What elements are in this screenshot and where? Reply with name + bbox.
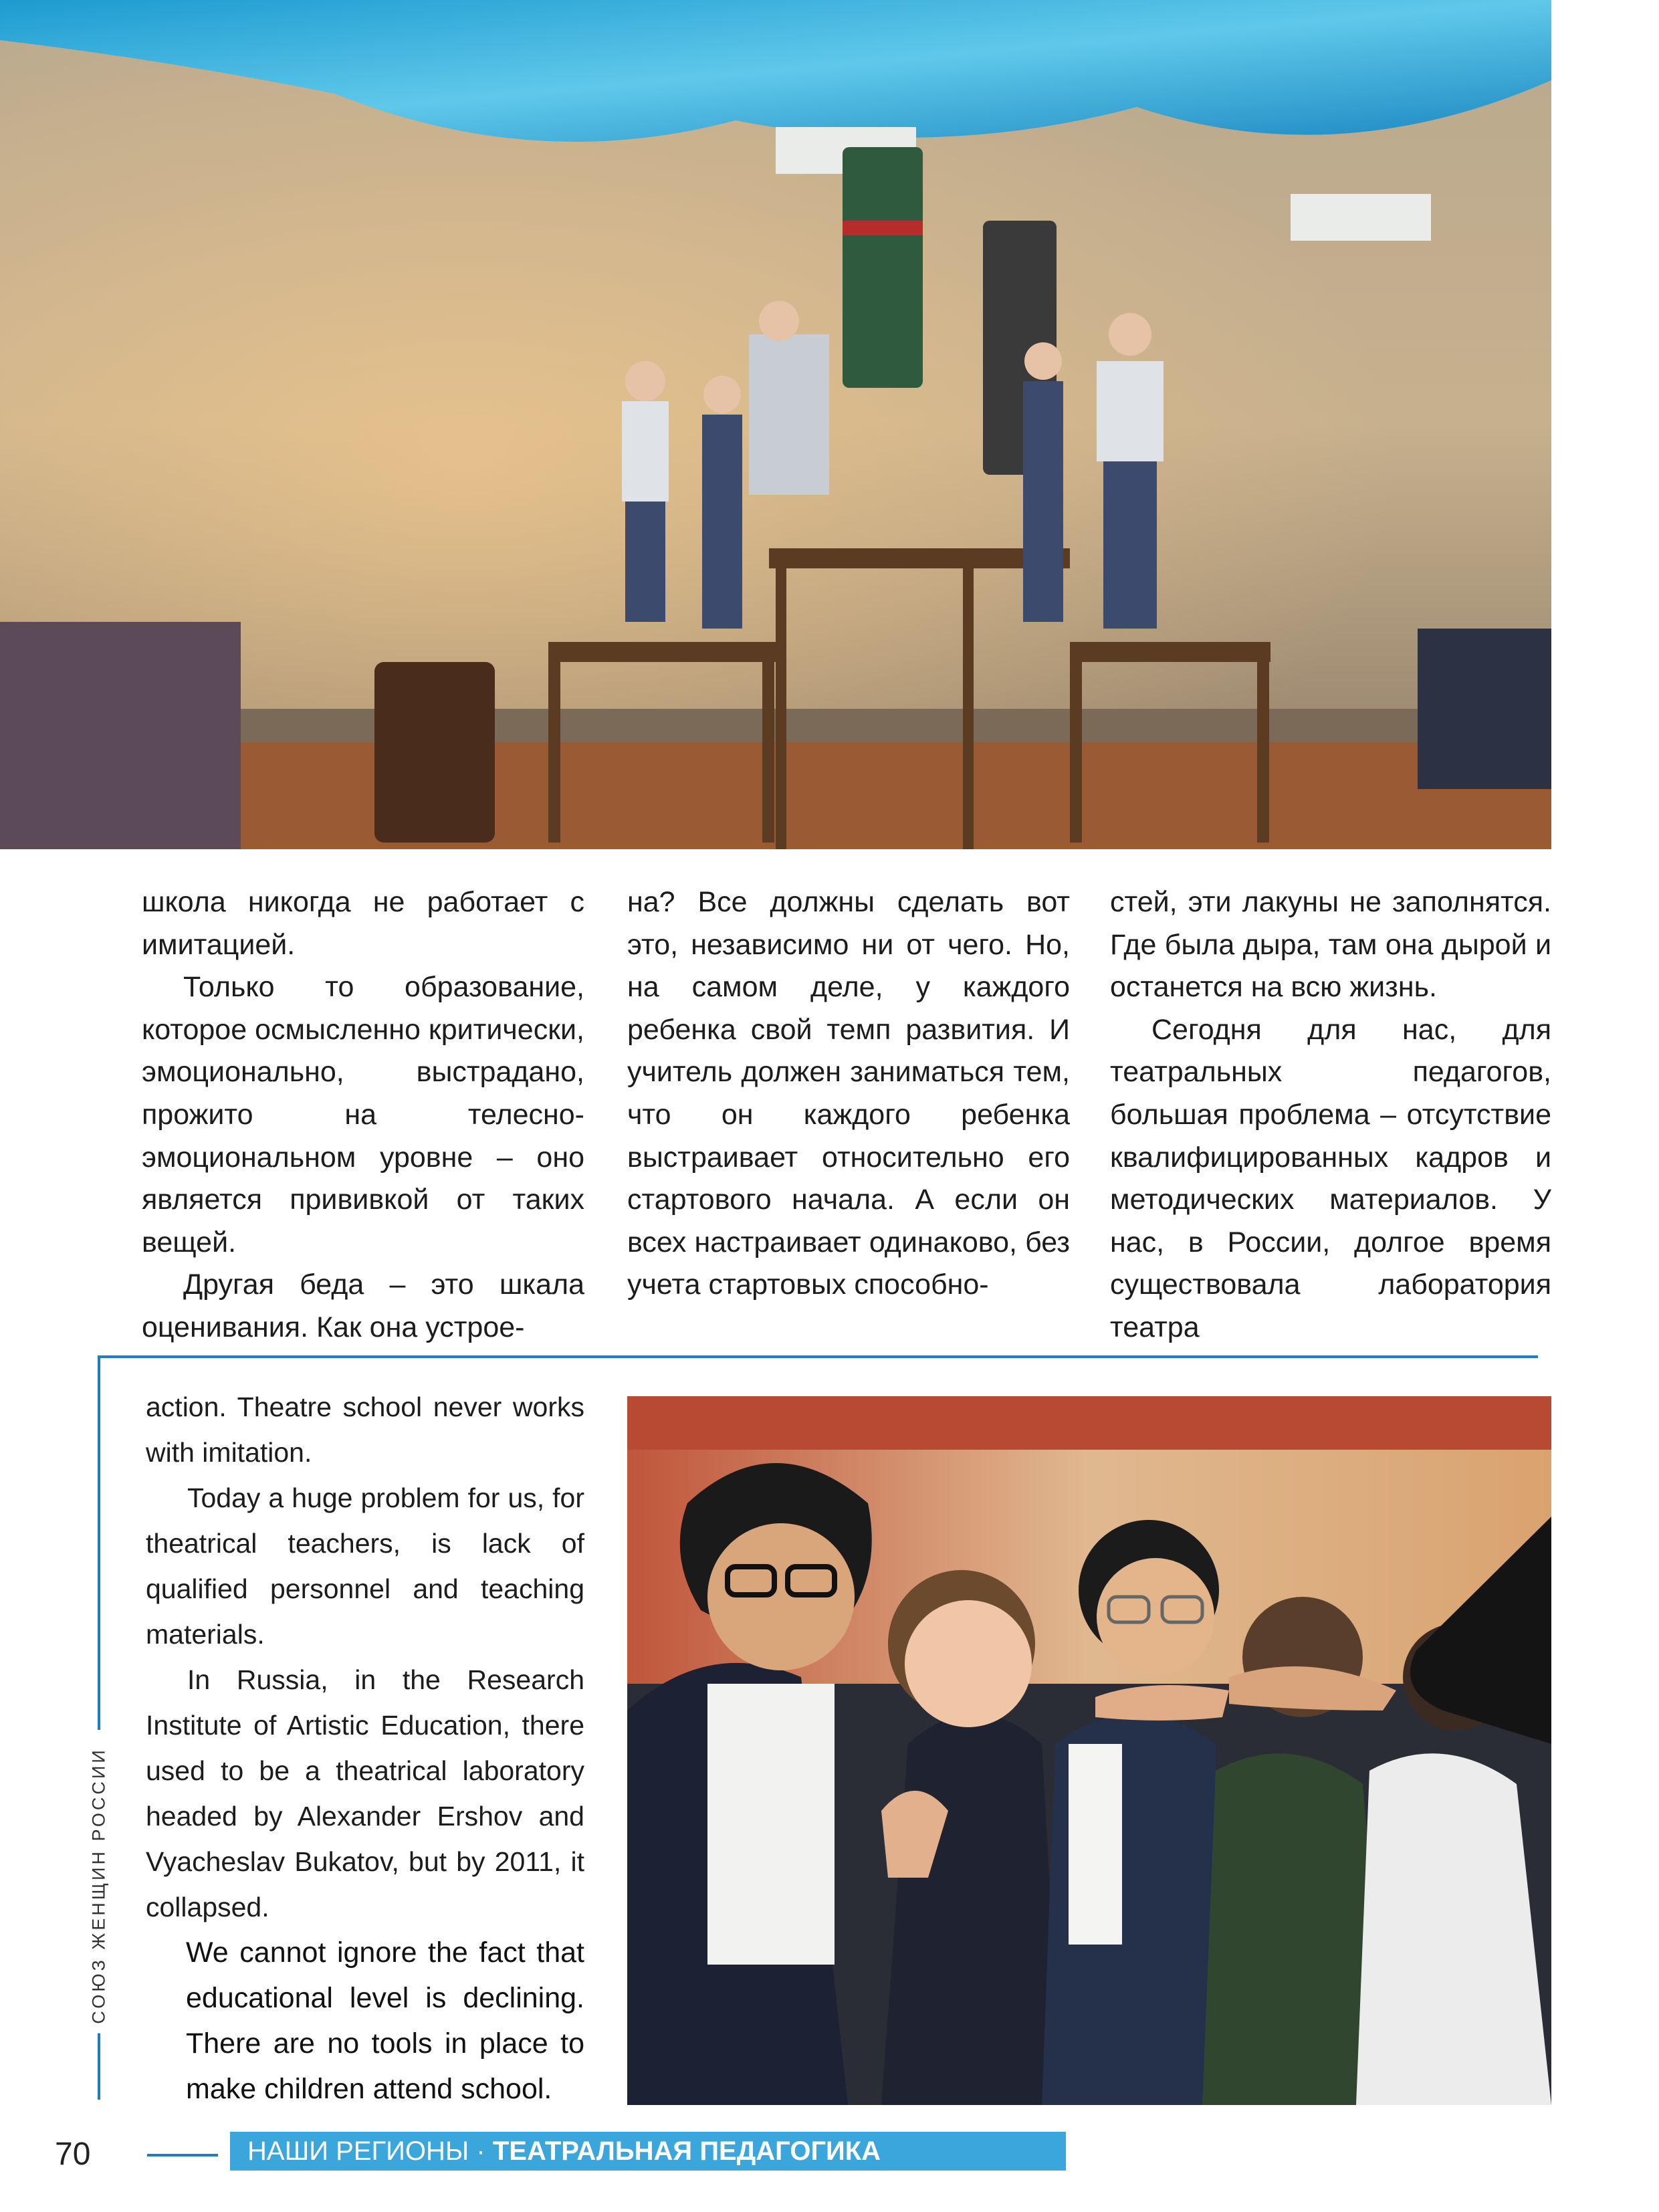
russian-text-column-1 [142, 881, 584, 1349]
paragraph: Today a huge problem for us, for theatrical teachers, is lack of qualified personnel and teaching materials. [146, 1482, 584, 1650]
paragraph: In Russia, in the Research Institute of Artistic Education, there used to be a theatrical laboratory headed by Alexander Ershov and Vyacheslav Bukatov, but by 2011, it collapsed. [146, 1664, 584, 1922]
paragraph: Сегодня для нас, для театральных педагогов, большая проблема – отсутствие квалифицированных кадров и методических материалов. У нас, в России, долгое время существовала лаборатория театра [1110, 1013, 1551, 1343]
paragraph: Другая беда – это шкала оценивания. Как она устрое- [142, 1268, 584, 1343]
russian-text-column-3 [1110, 881, 1551, 1349]
paragraph: на? Все должны сделать вот это, независимо ни от чего. Но, на самом деле, у каждого ребенка свой темп развития. И учитель должен заниматься тем, что он каждого ребенка выстраивает относительно его стартового начала. А если он всех настраивает одинаково, без учета стартовых способно- [627, 886, 1070, 1301]
subsection-title: ТЕАТРАЛЬНАЯ ПЕДАГОГИКА [492, 2136, 881, 2166]
paragraph: стей, эти лакуны не заполнятся. Где была дыра, там она дырой и останется на всю жизнь. [1110, 886, 1551, 1004]
footer-accent-line [147, 2154, 218, 2156]
russian-text-column-2 [627, 881, 1070, 1307]
paragraph: action. Theatre school never works with imitation. [146, 1392, 584, 1468]
frame-left-line [98, 1355, 100, 1730]
english-text-column [146, 1384, 584, 2112]
frame-left-line [98, 2033, 100, 2100]
publisher-side-label: СОЮЗ ЖЕНЩИН РОССИИ [89, 1738, 110, 2033]
stage-performance-photo [0, 0, 1551, 849]
section-divider-line [98, 1355, 1538, 1358]
page-number: 70 [55, 2136, 91, 2172]
pull-quote: We cannot ignore the fact that educational level is declining. There are no tools in place to make children attend school. [186, 1937, 584, 2105]
paragraph: Только то образование, которое осмысленно критически, эмоционально, выстрадано, прожито на телесно-эмоциональном уровне – оно является прививкой от таких вещей. [142, 971, 584, 1258]
paragraph: школа никогда не работает с имитацией. [142, 886, 584, 961]
section-title: НАШИ РЕГИОНЫ · [247, 2136, 485, 2166]
classroom-photo [627, 1396, 1551, 2105]
section-header-bar [230, 2132, 1066, 2171]
